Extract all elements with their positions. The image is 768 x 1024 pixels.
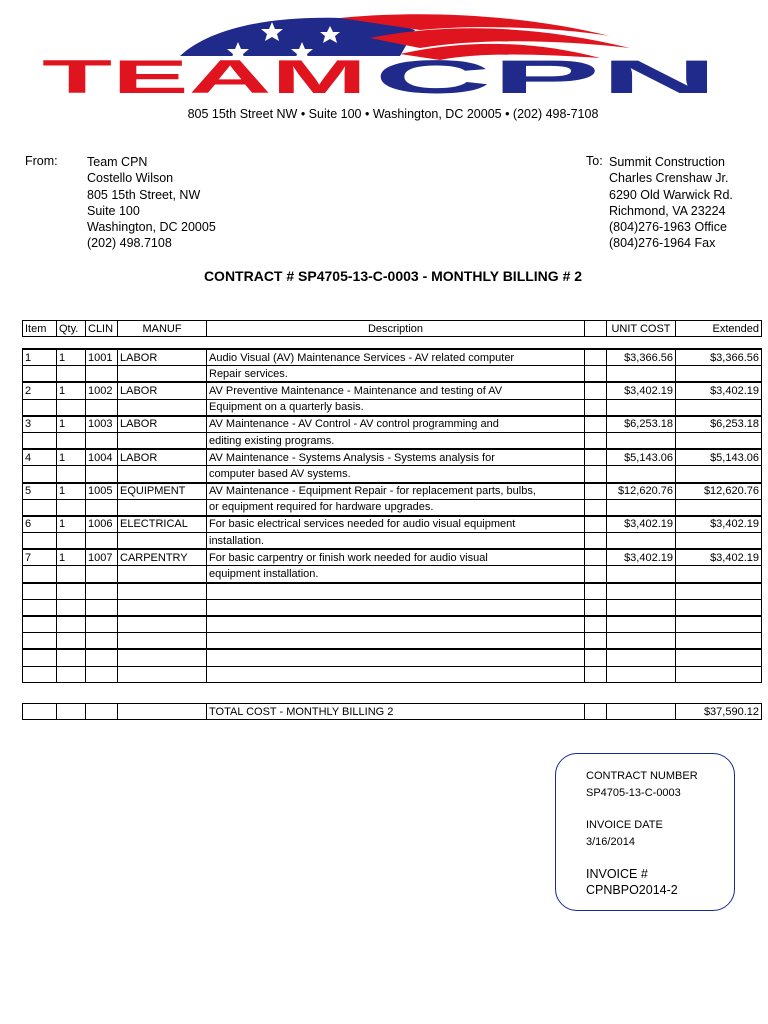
table-cell bbox=[23, 583, 57, 600]
table-cell bbox=[57, 599, 86, 616]
clin-cell: 1005 bbox=[86, 483, 118, 500]
table-row bbox=[23, 382, 762, 399]
table-cell bbox=[676, 616, 762, 633]
col-header-extended: Extended bbox=[676, 321, 762, 337]
extended-cell: $12,620.76 bbox=[676, 483, 762, 500]
to-address-block bbox=[609, 154, 733, 252]
table-cell bbox=[57, 633, 86, 650]
table-cell bbox=[86, 583, 118, 600]
description-cell: AV Maintenance - Equipment Repair - for replacement parts, bulbs, bbox=[207, 483, 585, 500]
qty-cell: 1 bbox=[57, 549, 86, 566]
invoice-number-label: INVOICE # bbox=[586, 867, 648, 881]
table-cell bbox=[118, 649, 207, 666]
extended-cell: $6,253.18 bbox=[676, 416, 762, 433]
col-header-description: Description bbox=[207, 321, 585, 337]
table-row bbox=[23, 549, 762, 566]
table-cell bbox=[86, 432, 118, 449]
description-cell: equipment installation. bbox=[207, 566, 585, 583]
table-cell bbox=[86, 366, 118, 383]
table-cell bbox=[607, 666, 676, 682]
table-cell bbox=[676, 533, 762, 550]
manuf-cell: CARPENTRY bbox=[118, 549, 207, 566]
table-row bbox=[23, 349, 762, 366]
table-cell bbox=[207, 666, 585, 682]
table-cell bbox=[585, 483, 607, 500]
table-cell bbox=[57, 583, 86, 600]
table-cell bbox=[607, 533, 676, 550]
total-label: TOTAL COST - MONTHLY BILLING 2 bbox=[207, 704, 585, 720]
table-cell bbox=[607, 616, 676, 633]
table-cell bbox=[118, 704, 207, 720]
description-cell: AV Preventive Maintenance - Maintenance and testing of AV bbox=[207, 382, 585, 399]
total-row bbox=[23, 704, 762, 720]
table-cell bbox=[585, 704, 607, 720]
table-cell bbox=[86, 633, 118, 650]
total-value: $37,590.12 bbox=[676, 704, 762, 720]
description-cell: editing existing programs. bbox=[207, 432, 585, 449]
description-cell: Audio Visual (AV) Maintenance Services - AV related computer bbox=[207, 349, 585, 366]
table-cell bbox=[86, 499, 118, 516]
table-cell bbox=[57, 649, 86, 666]
col-header-blank bbox=[585, 321, 607, 337]
description-cell: AV Maintenance - AV Control - AV control programming and bbox=[207, 416, 585, 433]
table-cell bbox=[607, 583, 676, 600]
qty-cell: 1 bbox=[57, 382, 86, 399]
table-cell bbox=[86, 649, 118, 666]
manuf-cell: ELECTRICAL bbox=[118, 516, 207, 533]
table-cell bbox=[118, 633, 207, 650]
unit-cost-cell: $12,620.76 bbox=[607, 483, 676, 500]
col-header-item: Item bbox=[23, 321, 57, 337]
table-cell bbox=[207, 583, 585, 600]
extended-cell: $3,402.19 bbox=[676, 516, 762, 533]
table-row-continuation bbox=[23, 399, 762, 416]
table-cell bbox=[23, 499, 57, 516]
unit-cost-cell: $3,402.19 bbox=[607, 382, 676, 399]
manuf-cell: LABOR bbox=[118, 416, 207, 433]
invoice-number-value: CPNBPO2014-2 bbox=[586, 883, 678, 897]
table-row-continuation bbox=[23, 566, 762, 583]
qty-cell: 1 bbox=[57, 516, 86, 533]
table-cell bbox=[607, 499, 676, 516]
table-cell bbox=[57, 616, 86, 633]
table-cell bbox=[607, 466, 676, 483]
table-cell bbox=[57, 666, 86, 682]
table-row-continuation bbox=[23, 466, 762, 483]
table-cell bbox=[585, 566, 607, 583]
table-cell bbox=[86, 666, 118, 682]
table-cell bbox=[23, 432, 57, 449]
clin-cell: 1002 bbox=[86, 382, 118, 399]
table-cell bbox=[86, 466, 118, 483]
from-line: (202) 498.7108 bbox=[87, 236, 172, 251]
table-cell bbox=[23, 566, 57, 583]
table-row bbox=[23, 516, 762, 533]
contract-number-value: SP4705-13-C-0003 bbox=[586, 786, 681, 799]
table-cell bbox=[585, 649, 607, 666]
to-label: To: bbox=[586, 154, 603, 168]
from-line: Team CPN bbox=[87, 155, 148, 169]
table-cell bbox=[207, 616, 585, 633]
table-cell bbox=[585, 549, 607, 566]
table-row-continuation bbox=[23, 499, 762, 516]
logo-team-text: TEAM bbox=[42, 50, 367, 98]
table-cell bbox=[585, 666, 607, 682]
empty-row bbox=[23, 633, 762, 650]
clin-cell: 1007 bbox=[86, 549, 118, 566]
table-cell bbox=[86, 704, 118, 720]
col-header-clin: CLIN bbox=[86, 321, 118, 337]
table-cell bbox=[676, 499, 762, 516]
item-cell: 3 bbox=[23, 416, 57, 433]
table-cell bbox=[118, 616, 207, 633]
to-line: 6290 Old Warwick Rd. bbox=[609, 187, 733, 202]
qty-cell: 1 bbox=[57, 416, 86, 433]
description-cell: Equipment on a quarterly basis. bbox=[207, 399, 585, 416]
extended-cell: $3,366.56 bbox=[676, 349, 762, 366]
billing-table bbox=[22, 348, 762, 683]
to-line: Charles Crenshaw Jr. bbox=[609, 171, 729, 186]
invoice-info-box bbox=[555, 753, 735, 911]
table-row bbox=[23, 449, 762, 466]
to-line: (804)276-1964 Fax bbox=[609, 236, 716, 251]
description-cell: or equipment required for hardware upgrades. bbox=[207, 499, 585, 516]
item-cell: 6 bbox=[23, 516, 57, 533]
table-cell bbox=[23, 633, 57, 650]
table-cell bbox=[86, 533, 118, 550]
table-cell bbox=[118, 466, 207, 483]
table-header-row bbox=[23, 321, 762, 337]
description-cell: For basic carpentry or finish work needed for audio visual bbox=[207, 549, 585, 566]
invoice-date-label: INVOICE DATE bbox=[586, 819, 663, 831]
team-cpn-logo bbox=[40, 8, 720, 98]
from-line: Washington, DC 20005 bbox=[87, 220, 216, 235]
table-cell bbox=[118, 366, 207, 383]
table-cell bbox=[207, 649, 585, 666]
table-cell bbox=[23, 649, 57, 666]
extended-cell: $3,402.19 bbox=[676, 549, 762, 566]
table-cell bbox=[57, 399, 86, 416]
unit-cost-cell: $6,253.18 bbox=[607, 416, 676, 433]
table-cell bbox=[585, 366, 607, 383]
table-cell bbox=[585, 616, 607, 633]
unit-cost-cell: $3,402.19 bbox=[607, 549, 676, 566]
table-cell bbox=[676, 599, 762, 616]
table-cell bbox=[23, 533, 57, 550]
table-cell bbox=[118, 399, 207, 416]
qty-cell: 1 bbox=[57, 483, 86, 500]
manuf-cell: LABOR bbox=[118, 382, 207, 399]
description-cell: For basic electrical services needed for audio visual equipment bbox=[207, 516, 585, 533]
description-cell: installation. bbox=[207, 533, 585, 550]
table-cell bbox=[86, 399, 118, 416]
table-cell bbox=[607, 366, 676, 383]
invoice-date-value: 3/16/2014 bbox=[586, 835, 635, 848]
table-cell bbox=[23, 704, 57, 720]
manuf-cell: LABOR bbox=[118, 449, 207, 466]
item-cell: 1 bbox=[23, 349, 57, 366]
table-cell bbox=[118, 599, 207, 616]
unit-cost-cell: $5,143.06 bbox=[607, 449, 676, 466]
unit-cost-cell: $3,402.19 bbox=[607, 516, 676, 533]
manuf-cell: EQUIPMENT bbox=[118, 483, 207, 500]
to-line: Richmond, VA 23224 bbox=[609, 203, 726, 218]
col-header-qty: Qty. bbox=[57, 321, 86, 337]
table-cell bbox=[676, 583, 762, 600]
table-cell bbox=[676, 566, 762, 583]
item-cell: 7 bbox=[23, 549, 57, 566]
qty-cell: 1 bbox=[57, 349, 86, 366]
table-cell bbox=[118, 666, 207, 682]
table-cell bbox=[676, 633, 762, 650]
table-cell bbox=[57, 366, 86, 383]
table-cell bbox=[57, 533, 86, 550]
from-line: 805 15th Street, NW bbox=[87, 187, 201, 202]
clin-cell: 1003 bbox=[86, 416, 118, 433]
empty-row bbox=[23, 666, 762, 682]
from-line: Suite 100 bbox=[87, 203, 140, 218]
table-cell bbox=[57, 704, 86, 720]
table-cell bbox=[57, 566, 86, 583]
company-address: 805 15th Street NW • Suite 100 • Washington, DC 20005 • (202) 498-7108 bbox=[187, 107, 599, 121]
table-cell bbox=[23, 466, 57, 483]
clin-cell: 1006 bbox=[86, 516, 118, 533]
billing-table-header bbox=[22, 320, 762, 337]
item-cell: 5 bbox=[23, 483, 57, 500]
table-cell bbox=[118, 583, 207, 600]
table-cell bbox=[607, 633, 676, 650]
line-items-body bbox=[23, 349, 762, 682]
table-cell bbox=[57, 466, 86, 483]
table-cell bbox=[585, 583, 607, 600]
table-cell bbox=[118, 566, 207, 583]
table-cell bbox=[607, 432, 676, 449]
table-row bbox=[23, 483, 762, 500]
table-cell bbox=[585, 516, 607, 533]
table-cell bbox=[585, 533, 607, 550]
qty-cell: 1 bbox=[57, 449, 86, 466]
manuf-cell: LABOR bbox=[118, 349, 207, 366]
table-cell bbox=[86, 566, 118, 583]
to-line: (804)276-1963 Office bbox=[609, 220, 727, 235]
unit-cost-cell: $3,366.56 bbox=[607, 349, 676, 366]
table-cell bbox=[585, 466, 607, 483]
table-cell bbox=[23, 616, 57, 633]
table-cell bbox=[207, 633, 585, 650]
table-cell bbox=[86, 599, 118, 616]
table-cell bbox=[676, 432, 762, 449]
col-header-manuf: MANUF bbox=[118, 321, 207, 337]
table-cell bbox=[118, 533, 207, 550]
table-row-continuation bbox=[23, 533, 762, 550]
total-table bbox=[22, 703, 762, 720]
table-cell bbox=[676, 366, 762, 383]
col-header-unit-cost: UNIT COST bbox=[607, 321, 676, 337]
table-cell bbox=[676, 399, 762, 416]
table-cell bbox=[585, 416, 607, 433]
table-cell bbox=[676, 466, 762, 483]
empty-row bbox=[23, 583, 762, 600]
table-cell bbox=[585, 349, 607, 366]
table-cell bbox=[57, 499, 86, 516]
item-cell: 4 bbox=[23, 449, 57, 466]
table-cell bbox=[207, 599, 585, 616]
table-cell bbox=[676, 649, 762, 666]
table-cell bbox=[585, 432, 607, 449]
table-cell bbox=[23, 366, 57, 383]
table-cell bbox=[585, 633, 607, 650]
table-cell bbox=[57, 432, 86, 449]
empty-row bbox=[23, 599, 762, 616]
table-row-continuation bbox=[23, 366, 762, 383]
table-cell bbox=[86, 616, 118, 633]
item-cell: 2 bbox=[23, 382, 57, 399]
from-label: From: bbox=[25, 154, 58, 168]
table-cell bbox=[585, 382, 607, 399]
table-cell bbox=[607, 566, 676, 583]
extended-cell: $5,143.06 bbox=[676, 449, 762, 466]
clin-cell: 1001 bbox=[86, 349, 118, 366]
table-cell bbox=[585, 499, 607, 516]
table-cell bbox=[585, 449, 607, 466]
from-line: Costello Wilson bbox=[87, 171, 174, 186]
table-cell bbox=[23, 666, 57, 682]
description-cell: computer based AV systems. bbox=[207, 466, 585, 483]
table-cell bbox=[23, 399, 57, 416]
table-cell bbox=[676, 666, 762, 682]
logo-cpn-text: CPN bbox=[374, 50, 718, 98]
extended-cell: $3,402.19 bbox=[676, 382, 762, 399]
table-cell bbox=[607, 599, 676, 616]
table-cell bbox=[585, 599, 607, 616]
table-cell bbox=[23, 599, 57, 616]
table-cell bbox=[607, 704, 676, 720]
from-address-block bbox=[87, 154, 216, 252]
table-cell bbox=[118, 432, 207, 449]
empty-row bbox=[23, 616, 762, 633]
contract-number-label: CONTRACT NUMBER bbox=[586, 770, 698, 782]
table-cell bbox=[607, 399, 676, 416]
table-row bbox=[23, 416, 762, 433]
contract-title: CONTRACT # SP4705-13-C-0003 - MONTHLY BILLING # 2 bbox=[203, 268, 583, 284]
to-line: Summit Construction bbox=[609, 155, 726, 169]
description-cell: AV Maintenance - Systems Analysis - Systems analysis for bbox=[207, 449, 585, 466]
table-cell bbox=[585, 399, 607, 416]
empty-row bbox=[23, 649, 762, 666]
clin-cell: 1004 bbox=[86, 449, 118, 466]
description-cell: Repair services. bbox=[207, 366, 585, 383]
table-row-continuation bbox=[23, 432, 762, 449]
table-cell bbox=[118, 499, 207, 516]
table-cell bbox=[607, 649, 676, 666]
